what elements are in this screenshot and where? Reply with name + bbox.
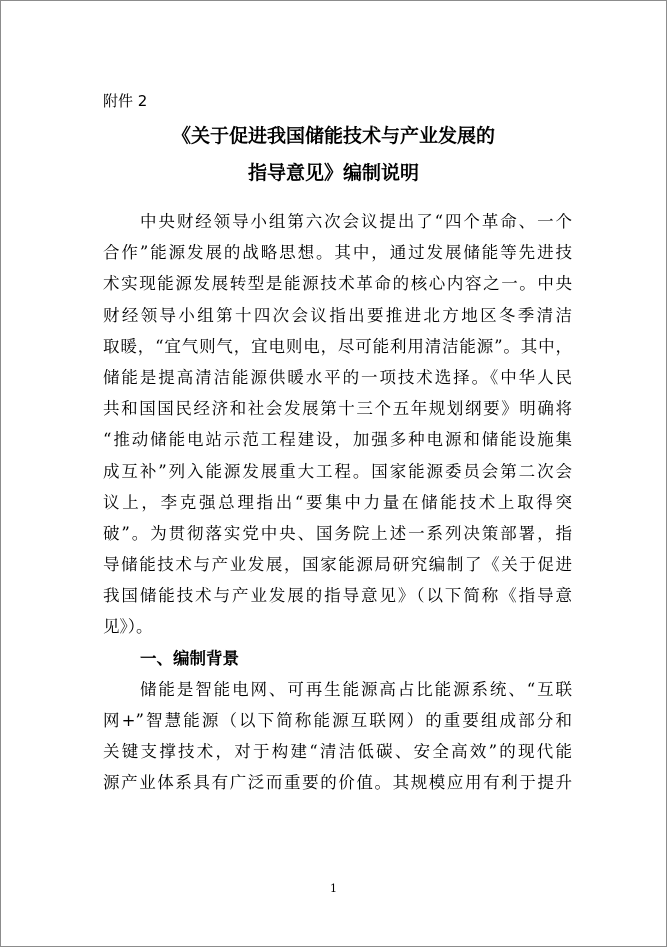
- text-line: 取暖，“宜气则气，宜电则电，尽可能利用清洁能源”。其中，: [103, 336, 572, 356]
- text-line: 共和国国民经济和社会发展第十三个五年规划纲要》明确将: [103, 399, 572, 419]
- text-line: 议上，李克强总理指出“要集中力量在储能技术上取得突: [103, 492, 572, 512]
- text-line: 储能是提高清洁能源供暖水平的一项技术选择。《中华人民: [103, 367, 572, 387]
- paragraph-intro: [103, 206, 572, 643]
- text-line: 网+”智慧能源（以下简称能源互联网）的重要组成部分和: [103, 711, 572, 730]
- document-title-line-2: 指导意见》编制说明: [247, 162, 419, 184]
- text-line: “推动储能电站示范工程建设，加强多种电源和储能设施集: [103, 430, 572, 450]
- text-line: 合作”能源发展的战略思想。其中，通过发展储能等先进技: [103, 243, 572, 263]
- document-title-line-1: 《关于促进我国储能技术与产业发展的: [171, 125, 495, 147]
- text-line: 关键支撑技术，对于构建“清洁低碳、安全高效”的现代能: [103, 742, 572, 762]
- text-line: 财经领导小组第十四次会议指出要推进北方地区冬季清洁: [103, 305, 572, 325]
- text-line: 成互补”列入能源发展重大工程。国家能源委员会第二次会: [103, 461, 572, 481]
- text-line: 术实现能源发展转型是能源技术革命的核心内容之一。中央: [103, 274, 572, 294]
- text-line: 见》）。: [103, 617, 153, 637]
- attachment-label: 附件 2: [103, 92, 148, 110]
- text-line: 导储能技术与产业发展，国家能源局研究编制了《关于促进: [103, 555, 572, 575]
- text-line: 我国储能技术与产业发展的指导意见》（以下简称《指导意: [103, 586, 572, 606]
- text-line: 源产业体系具有广泛而重要的价值。其规模应用有利于提升: [103, 773, 572, 793]
- text-line: 中央财经领导小组第六次会议提出了“四个革命、一个: [140, 212, 572, 231]
- text-line: 储能是智能电网、可再生能源高占比能源系统、“互联: [140, 679, 572, 699]
- section-heading-background: 一、编制背景: [140, 648, 239, 668]
- document-body: [103, 206, 572, 799]
- text-line: 破”。为贯彻落实党中央、国务院上述一系列决策部署，指: [103, 523, 572, 543]
- paragraph-background: [103, 674, 572, 799]
- page-number: 1: [330, 882, 337, 895]
